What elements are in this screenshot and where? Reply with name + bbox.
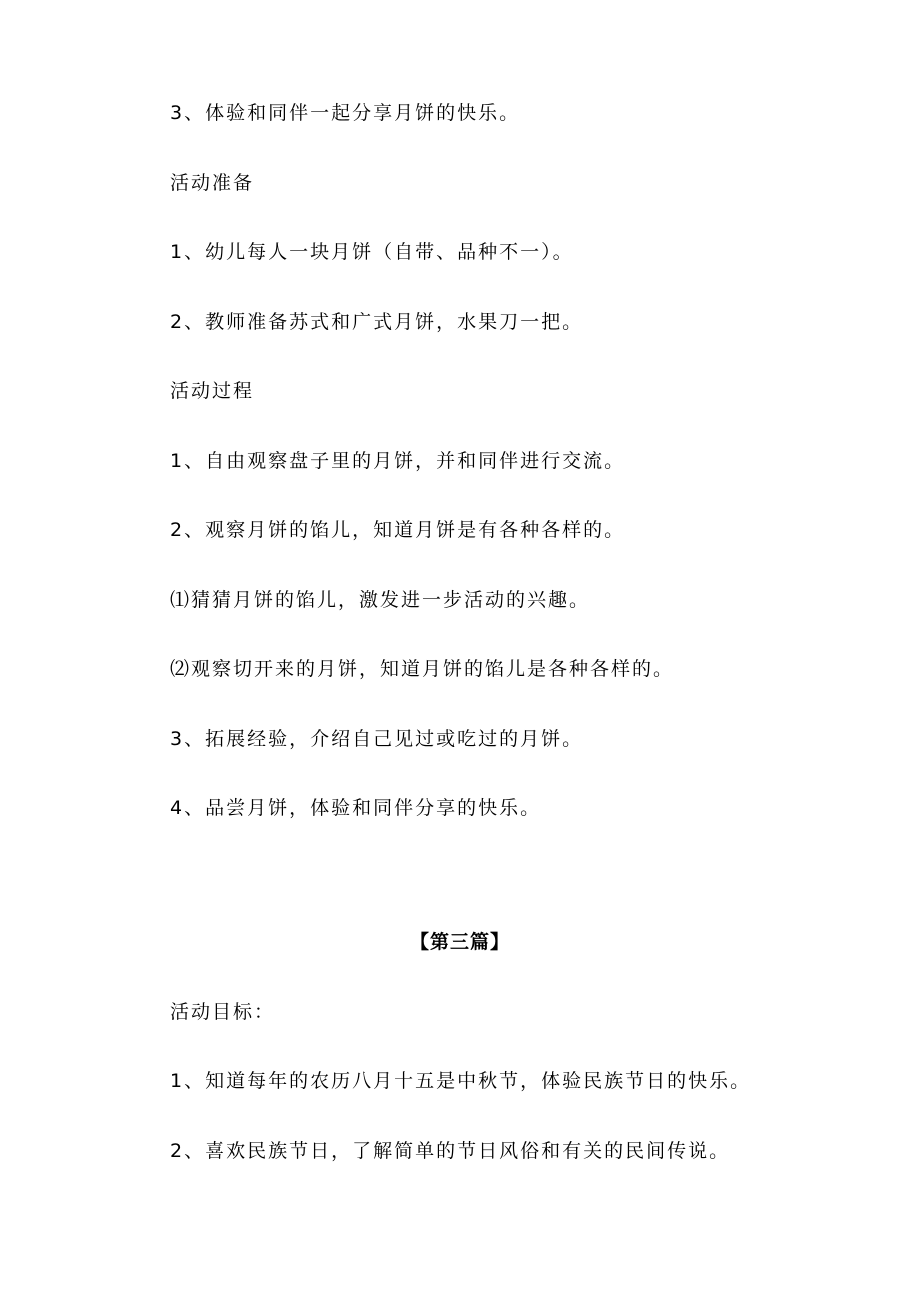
section-label-preparation: 活动准备 — [170, 172, 255, 194]
process-subitem-2: ⑵观察切开来的月饼，知道月饼的馅儿是各种各样的。 — [170, 658, 675, 680]
section-heading: 【第三篇】 — [409, 931, 510, 953]
goal-item-1: 1、知道每年的农历八月十五是中秋节，体验民族节日的快乐。 — [170, 1070, 752, 1092]
section-label-process: 活动过程 — [170, 380, 255, 402]
process-item-1: 1、自由观察盘子里的月饼，并和同伴进行交流。 — [170, 450, 626, 472]
process-subitem-1: ⑴猜猜月饼的馅儿，激发进一步活动的兴趣。 — [170, 589, 591, 611]
preparation-item-1: 1、幼儿每人一块月饼（自带、品种不一）。 — [170, 241, 574, 263]
goal-item-3: 3、体验和同伴一起分享月饼的快乐。 — [170, 102, 521, 124]
goal-item-2: 2、喜欢民族节日，了解简单的节日风俗和有关的民间传说。 — [170, 1140, 731, 1162]
process-item-4: 4、品尝月饼，体验和同伴分享的快乐。 — [170, 797, 542, 819]
process-item-2: 2、观察月饼的馅儿，知道月饼是有各种各样的。 — [170, 519, 626, 541]
section-label-goals: 活动目标： — [170, 1001, 276, 1023]
process-item-3: 3、拓展经验，介绍自己见过或吃过的月饼。 — [170, 728, 584, 750]
preparation-item-2: 2、教师准备苏式和广式月饼，水果刀一把。 — [170, 311, 584, 333]
